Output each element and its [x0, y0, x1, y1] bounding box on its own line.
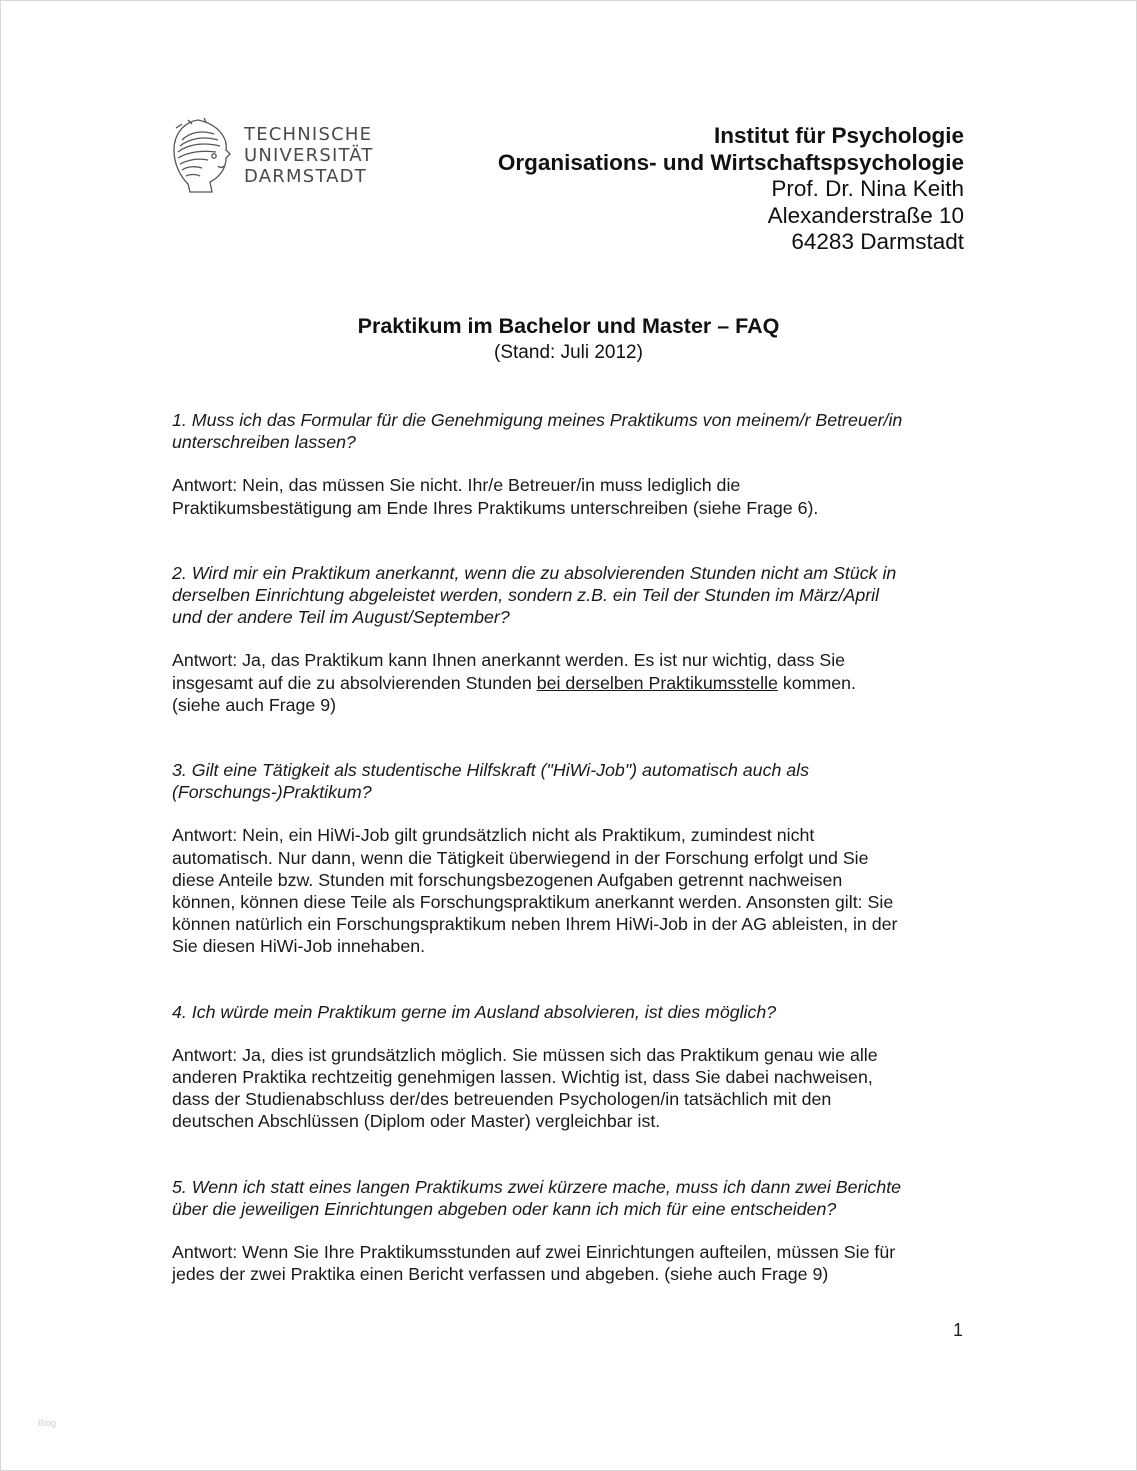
answer-1-line-2: Praktikumsbestätigung am Ende Ihres Praktikums unterschreiben (siehe Frage 6). — [172, 497, 819, 518]
answer-3-line-5: können natürlich ein Forschungspraktikum neben Ihrem HiWi-Job in der AG ableisten, in der — [172, 914, 898, 935]
answer-3-line-2: automatisch. Nur dann, wenn die Tätigkeit überwiegend in der Forschung erfolgt und Sie — [172, 847, 869, 868]
answer-3-line-4: können, können diese Teile als Forschungspraktikum anerkannt werden. Ansonsten gilt: Sie — [172, 892, 894, 913]
institute-name: Institut für Psychologie — [713, 123, 964, 148]
answer-1 — [172, 474, 972, 518]
watermark: Blog — [38, 1418, 57, 1428]
underlined-emphasis: bei derselben Praktikumsstelle — [536, 672, 778, 693]
faq-item-2 — [172, 562, 972, 716]
faq-content — [172, 409, 972, 1285]
faq-item-5 — [172, 1176, 972, 1286]
question-3-line-1: 3. Gilt eine Tätigkeit als studentische Hilfskraft ("HiWi-Job") automatisch auch als — [172, 760, 810, 781]
question-1 — [172, 409, 972, 453]
answer-1-line-1: Antwort: Nein, das müssen Sie nicht. Ihr/e Betreuer/in muss lediglich die — [172, 475, 741, 496]
question-3-line-2: (Forschungs-)Praktikum? — [172, 782, 372, 803]
logo-line-3: DARMSTADT — [244, 165, 367, 187]
question-2-line-3: und der andere Teil im August/September? — [172, 607, 510, 628]
question-1-line-2: unterschreiben lassen? — [172, 432, 356, 453]
answer-2-line-2-end: kommen. — [777, 672, 856, 693]
university-logo — [168, 116, 374, 194]
answer-4-line-3: dass der Studienabschluss der/des betreuenden Psychologen/in tatsächlich mit den — [172, 1089, 832, 1110]
question-1-line-1: 1. Muss ich das Formular für die Genehmigung meines Praktikums von meinem/r Betreuer/in — [172, 410, 903, 430]
faq-item-4 — [172, 1001, 972, 1133]
title-block — [0, 313, 1137, 365]
question-5-line-1: 5. Wenn ich statt eines langen Praktikums zwei kürzere mache, muss ich dann zwei Berichte — [172, 1176, 902, 1197]
street-address: Alexanderstraße 10 — [767, 202, 964, 228]
athena-head-icon — [168, 116, 232, 194]
logo-line-2: UNIVERSITÄT — [244, 144, 374, 166]
question-2-line-2: derselben Einrichtung abgeleistet werden, sondern z.B. ein Teil der Stunden im März/April — [172, 585, 880, 606]
question-4 — [172, 1001, 972, 1023]
answer-2-line-3: (siehe auch Frage 9) — [172, 694, 337, 715]
professor-name: Prof. Dr. Nina Keith — [771, 176, 964, 201]
department-name: Organisations- und Wirtschaftspsychologie — [497, 149, 964, 175]
answer-4-line-2: anderen Praktika rechtzeitig genehmigen lassen. Wichtig ist, dass Sie dabei nachweisen, — [172, 1067, 873, 1088]
answer-4-line-1: Antwort: Ja, dies ist grundsätzlich möglich. Sie müssen sich das Praktikum genau wie alle — [172, 1044, 878, 1065]
document-subtitle: (Stand: Juli 2012) — [494, 342, 643, 363]
page-number: 1 — [953, 1320, 964, 1340]
answer-3-line-3: diese Anteile bzw. Stunden mit forschungsbezogenen Aufgaben getrennt nachweisen — [172, 869, 843, 890]
question-2 — [172, 562, 972, 629]
answer-5 — [172, 1241, 972, 1285]
logo-line-1: TECHNISCHE — [244, 123, 373, 145]
question-2-line-1: 2. Wird mir ein Praktikum anerkannt, wenn die zu absolvierenden Stunden nicht am Stück in — [172, 562, 897, 583]
question-3 — [172, 759, 972, 803]
question-5 — [172, 1176, 972, 1220]
answer-3-line-1: Antwort: Nein, ein HiWi-Job gilt grundsätzlich nicht als Praktikum, zumindest nicht — [172, 825, 815, 846]
faq-item-1 — [172, 409, 972, 519]
answer-3-line-6: Sie diesen HiWi-Job innehaben. — [172, 936, 426, 957]
answer-2-line-1: Antwort: Ja, das Praktikum kann Ihnen anerkannt werden. Es ist nur wichtig, dass Sie — [172, 650, 846, 671]
question-5-line-2: über die jeweiligen Einrichtungen abgeben oder kann ich mich für eine entscheiden? — [172, 1198, 837, 1219]
answer-5-line-2: jedes der zwei Praktika einen Bericht verfassen und abgeben. (siehe auch Frage 9) — [172, 1264, 829, 1285]
answer-4 — [172, 1044, 972, 1133]
answer-5-line-1: Antwort: Wenn Sie Ihre Praktikumsstunden auf zwei Einrichtungen aufteilen, müssen Sie für — [172, 1242, 896, 1263]
institute-address — [498, 123, 964, 256]
document-title: Praktikum im Bachelor und Master – FAQ — [357, 314, 780, 338]
faq-item-3 — [172, 759, 972, 958]
city-address: 64283 Darmstadt — [791, 229, 964, 254]
answer-2-line-2-start: insgesamt auf die zu absolvierenden Stunden — [172, 672, 537, 693]
answer-2 — [172, 649, 972, 716]
answer-4-line-4: deutschen Abschlüssen (Diplom oder Master) vergleichbar ist. — [172, 1111, 661, 1132]
question-4-line-1: 4. Ich würde mein Praktikum gerne im Ausland absolvieren, ist dies möglich? — [172, 1001, 777, 1022]
answer-3 — [172, 824, 972, 957]
